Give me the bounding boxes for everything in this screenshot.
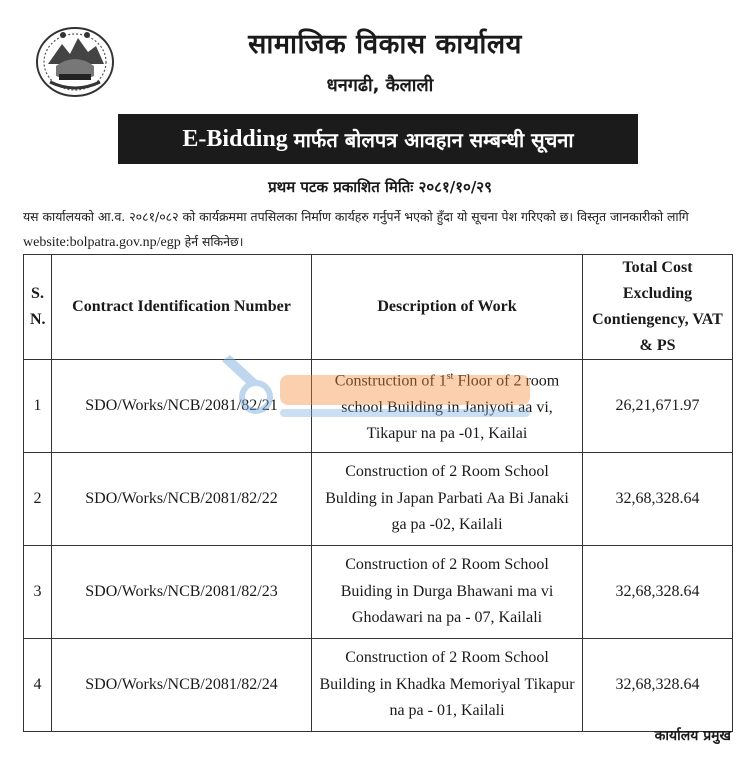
banner-title-en: E-Bidding	[182, 125, 288, 152]
cell-cost: 32,68,328.64	[583, 546, 733, 639]
notice-banner	[118, 114, 638, 164]
intro-text: यस कार्यालयको आ.व. २०८१/०८२ को कार्यक्रममा तपसिलका निर्माण कार्यहरु गर्नुपर्ने भएको हुँदा यो सूचना पेश गरिएको छ। विस्तृत जानकारीको लागि	[23, 209, 689, 224]
cell-cost: 32,68,328.64	[583, 639, 733, 732]
intro-text-end: हेर्न सकिनेछ।	[180, 234, 244, 249]
desc-superscript: st	[446, 371, 454, 383]
cell-contract: SDO/Works/NCB/2081/82/21	[52, 360, 312, 453]
col-header-cost: Total Cost Excluding Contiengency, VAT & PS	[583, 255, 733, 360]
office-location: धनगढी, कैलाली	[326, 75, 434, 96]
col-header-sn: S. N.	[24, 255, 52, 360]
website-link[interactable]: website:bolpatra.gov.np/egp	[23, 235, 181, 250]
table-header-row	[24, 255, 733, 360]
desc-part: Floor of 2 room school Building in Janjyoti aa vi, Tikapur na pa -01, Kailai	[341, 372, 560, 443]
table-row	[24, 360, 733, 453]
cell-description: Construction of 2 Room School Building in Khadka Memoriyal Tikapur na pa - 01, Kailali	[312, 639, 583, 732]
cell-sn: 2	[24, 453, 52, 546]
publish-date: प्रथम पटक प्रकाशित मितिः २०८१/१०/२९	[268, 178, 492, 196]
cell-sn: 3	[24, 546, 52, 639]
cell-description: Construction of 2 Room School Buiding in Durga Bhawani ma vi Ghodawari na pa - 07, Kailali	[312, 546, 583, 639]
table-row	[24, 453, 733, 546]
cell-sn: 4	[24, 639, 52, 732]
contracts-table	[23, 254, 733, 732]
nepal-emblem-icon	[34, 22, 116, 100]
cell-cost: 32,68,328.64	[583, 453, 733, 546]
cell-cost: 26,21,671.97	[583, 360, 733, 453]
col-header-description: Description of Work	[312, 255, 583, 360]
banner-title-np: मार्फत बोलपत्र आवहान सम्बन्धी सूचना	[293, 127, 574, 152]
cell-sn: 1	[24, 360, 52, 453]
cell-contract: SDO/Works/NCB/2081/82/24	[52, 639, 312, 732]
signature-title: कार्यालय प्रमुख	[654, 728, 731, 744]
cell-description	[312, 360, 583, 453]
cell-contract: SDO/Works/NCB/2081/82/22	[52, 453, 312, 546]
intro-paragraph	[23, 204, 735, 255]
table-row	[24, 639, 733, 732]
office-title: सामाजिक विकास कार्यालय	[248, 29, 522, 60]
table-row	[24, 546, 733, 639]
cell-contract: SDO/Works/NCB/2081/82/23	[52, 546, 312, 639]
col-header-contract: Contract Identification Number	[52, 255, 312, 360]
cell-description: Construction of 2 Room School Bulding in Japan Parbati Aa Bi Janaki ga pa -02, Kailali	[312, 453, 583, 546]
desc-part: Construction of 1	[334, 372, 447, 390]
